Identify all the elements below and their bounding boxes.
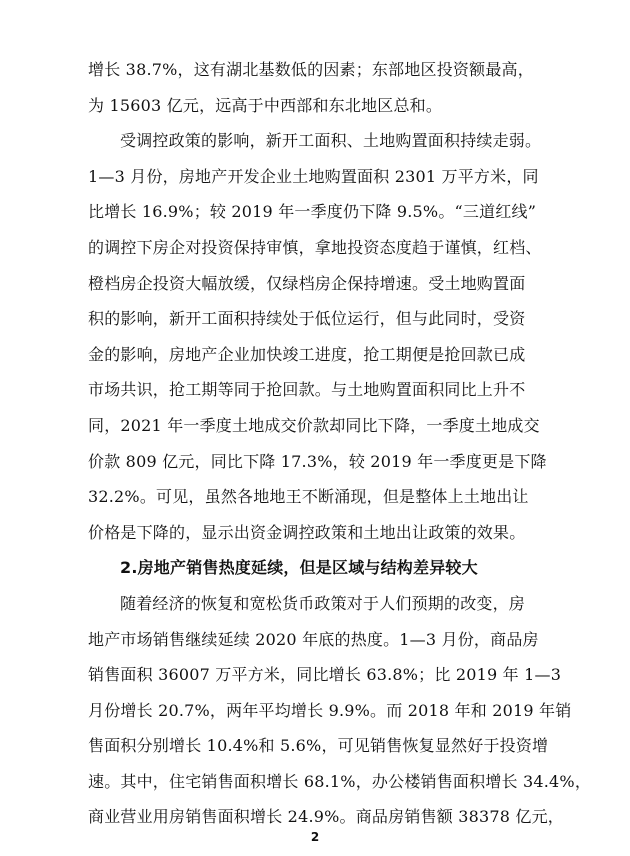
text-line: 销售面积 36007 万平方米，同比增长 63.8%；比 2019 年 1—3: [88, 665, 562, 685]
text-line: 市场共识，抢工期等同于抢回款。与土地购置面积同比上升不: [88, 380, 526, 400]
text-line: 速。其中，住宅销售面积增长 68.1%，办公楼销售面积增长 34.4%，: [88, 771, 592, 791]
text-line: 同，2021 年一季度土地成交价款却同比下降，一季度土地成交: [88, 415, 540, 435]
text-line: 商业营业用房销售面积增长 24.9%。商品房销售额 38378 亿元，: [88, 807, 564, 827]
text-line: 1—3 月份，房地产开发企业土地购置面积 2301 万平方米，同: [88, 166, 539, 186]
text-line: 增长 38.7%，这有湖北基数低的因素；东部地区投资额最高，: [88, 60, 534, 79]
text-line: 32.2%。可见，虽然各地地王不断涌现，但是整体上土地出让: [88, 487, 529, 507]
page-number: 2: [310, 830, 320, 844]
text-line: 地产市场销售继续延续 2020 年底的热度。1—3 月份，商品房: [88, 629, 539, 649]
text-line: 积的影响，新开工面积持续处于低位运行，但与此同时，受资: [88, 309, 526, 329]
paragraph-start-line: 受调控政策的影响，新开工面积、土地购置面积持续走弱。: [120, 131, 542, 151]
text-line: 比增长 16.9%；较 2019 年一季度仍下降 9.5%。“三道红线”: [88, 202, 537, 222]
text-line: 金的影响，房地产企业加快竣工进度，抢工期便是抢回款已成: [88, 344, 526, 364]
text-line: 月份增长 20.7%，两年平均增长 9.9%。而 2018 年和 2019 年销: [88, 700, 572, 720]
text-line: 价格是下降的，显示出资金调控政策和土地出让政策的效果。: [88, 522, 526, 542]
text-line: 的调控下房企对投资保持审慎，拿地投资态度趋于谨慎，红档、: [88, 237, 542, 257]
text-line: 橙档房企投资大幅放缓，仅绿档房企保持增速。受土地购置面: [88, 273, 526, 293]
text-line: 价款 809 亿元，同比下降 17.3%，较 2019 年一季度更是下降: [88, 451, 547, 471]
text-line: 售面积分别增长 10.4%和 5.6%，可见销售恢复显然好于投资增: [88, 736, 549, 756]
paragraph-start-line: 随着经济的恢复和宽松货币政策对于人们预期的改变，房: [120, 593, 526, 613]
text-line: 为 15603 亿元，远高于中西部和东北地区总和。: [88, 95, 443, 115]
section-heading: 2.房地产销售热度延续，但是区域与结构差异较大: [120, 558, 478, 578]
body-text: [88, 52, 592, 835]
